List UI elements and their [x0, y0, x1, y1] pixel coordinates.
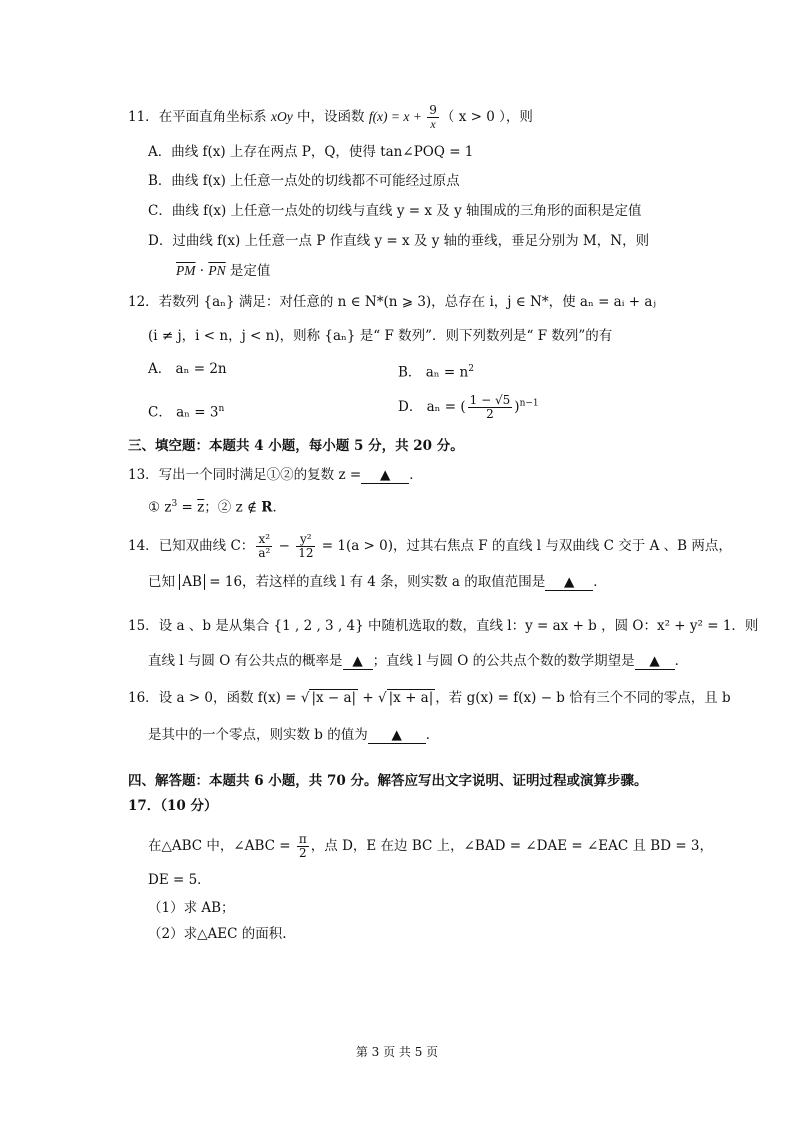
q14-fraction-x: $\frac{\text{x²}}{\text{a²}}$: [258, 532, 271, 560]
q15-answer-blank-2[interactable]: ▲: [635, 654, 675, 670]
q15-stem-cont: 直线 l 与圆 O 有公共点的概率是 ▲ ；直线 l 与圆 O 的公共点个数的数学期望是 ▲ ．: [148, 653, 689, 669]
q12-option-b: B． $a_n = n^2$: [398, 364, 474, 381]
q11-option-a: A．曲线 f(x) 上存在两点 P，Q，使得 tan∠POQ = 1: [148, 144, 474, 160]
q13-conditions: ① $z^3 = \overline{z}$；② z ∉ R．: [148, 499, 286, 516]
q16-answer-blank[interactable]: ▲: [368, 728, 426, 744]
q13-stem: 13．写出一个同时满足①②的复数 z = ▲ ．: [128, 467, 423, 483]
q14-fraction-y: $\frac{\text{y²}}{12}$: [298, 532, 314, 560]
q14-answer-blank[interactable]: ▲: [545, 575, 593, 591]
q12-stem-cont: (i ≠ j，i < n，j < n)，则称 {aₙ} 是“ F 数列”．则下列数列是“ F 数列”的有: [148, 328, 613, 344]
q17-stem-cont: DE = 5．: [148, 872, 211, 888]
q12-d-fraction: $\frac{1 - √5}{2}$: [469, 393, 511, 421]
q12-option-d: D． aₙ = ( $\frac{1 - √5}{2}$ )$^{n-1}$: [398, 393, 539, 421]
q11-option-b: B．曲线 f(x) 上任意一点处的切线都不可能经过原点: [148, 173, 460, 189]
q14-stem-cont: 已知 AB = 16，若这样的直线 l 有 4 条，则实数 a 的取值范围是 ▲ ．: [148, 574, 607, 590]
q11-option-d-cont: $\overline{PM} \cdot \overline{PN}$ 是定值: [176, 263, 271, 279]
q17-part-2: （2）求△AEC 的面积.: [148, 926, 287, 942]
section-3-title: 三、填空题：本题共 4 小题，每小题 5 分，共 20 分。: [128, 438, 464, 454]
q16-stem-cont: 是其中的一个零点，则实数 b 的值为 ▲ ．: [148, 727, 440, 743]
q11-option-d: D．过曲线 f(x) 上任意一点 P 作直线 y = x 及 y 轴的垂线，垂足分别为 M，N，则: [148, 233, 650, 249]
q14-stem: 14．已知双曲线 C： $\frac{\text{x²}}{\text{a²}}$ − $\frac{\text{y²}}{12}$ = 1(a > 0)，过其右焦点 F 的直线 l 与双曲线 C 交于 A 、B 两点，: [128, 532, 732, 560]
q15-stem: 15．设 a 、b 是从集合 {1 , 2 , 3 , 4} 中随机选取的数，直线 l：y = ax + b ，圆 O：x² + y² = 1．则: [128, 618, 759, 634]
q17-stem: 在△ABC 中，∠ABC = $\frac{\pi}{2}$ ，点 D，E 在边 BC 上，∠BAD = ∠DAE = ∠EAC 且 BD = 3，: [148, 832, 714, 860]
q12-option-c: C． $a_n = 3^n$: [148, 404, 225, 421]
q11-option-c: C．曲线 f(x) 上任意一点处的切线与直线 y = x 及 y 轴围成的三角形的面积是定值: [148, 203, 642, 219]
section-4-title: 四、解答题：本题共 6 小题，共 70 分。解答应写出文字说明、证明过程或演算步骤。: [128, 773, 648, 789]
q16-stem: 16．设 a > 0，函数 f(x) = √ |x − a| + √ |x + a| ，若 g(x) = f(x) − b 恰有三个不同的零点，且 b: [128, 690, 731, 706]
q17-part-1: （1）求 AB；: [148, 900, 235, 916]
q11-fraction: $\frac{9}{x}$: [429, 103, 437, 131]
q17-heading: 17．（10 分）: [128, 798, 218, 814]
q15-answer-blank-1[interactable]: ▲: [343, 654, 373, 670]
q13-answer-blank[interactable]: ▲: [361, 468, 409, 484]
q17-fraction: $\frac{\pi}{2}$: [298, 832, 307, 860]
q12-stem: 12．若数列 {aₙ} 满足：对任意的 n ∈ N*(n ⩾ 3)，总存在 i，j ∈ N*，使 aₙ = aᵢ + aⱼ: [128, 294, 656, 310]
q12-option-a: A． aₙ = 2n: [148, 361, 227, 377]
page-footer: 第 3 页 共 5 页: [355, 1045, 439, 1059]
q11-stem: 11．在平面直角坐标系 xOy 中，设函数 f(x) = x + $\frac{9}{x}$ （ x > 0 ），则: [128, 103, 533, 131]
